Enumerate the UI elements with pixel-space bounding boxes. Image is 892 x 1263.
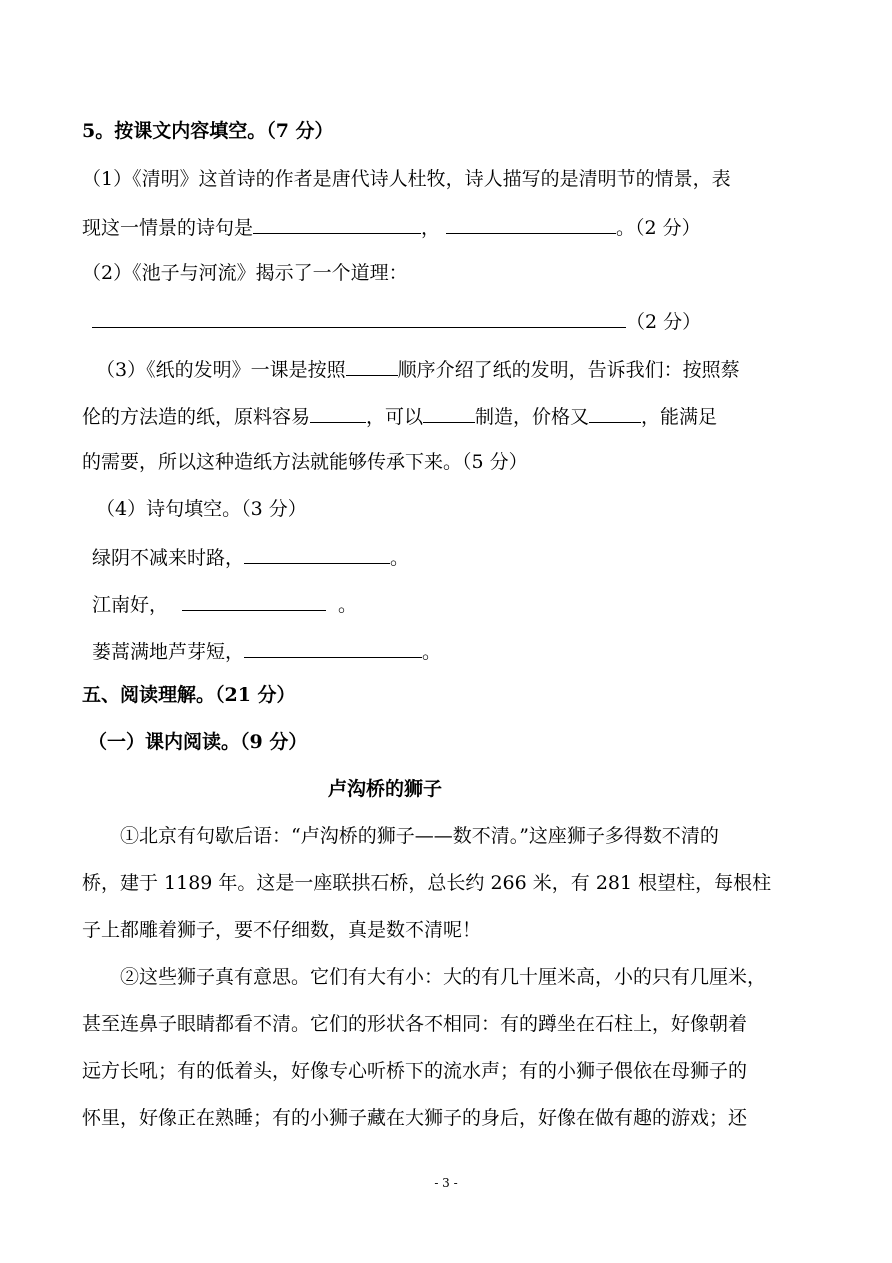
reading-title: 卢沟桥的狮子 bbox=[327, 778, 442, 800]
q5-part2-line1: （2）《池子与河流》揭示了一个道理： bbox=[82, 262, 408, 284]
poem-line-1-end: 。 bbox=[390, 547, 410, 569]
para-2-line: ②这些狮子真有意思。它们有大有小：大的有几十厘米高，小的只有几厘米， bbox=[120, 966, 767, 988]
para-2-line: 甚至连鼻子眼睛都看不清。它们的形状各不相同：有的蹲坐在石柱上，好像朝着 bbox=[82, 1013, 748, 1035]
poem-line-3-text: 蒌蒿满地芦芽短， bbox=[92, 641, 245, 663]
para-1-line: 子上都雕着狮子，要不仔细数，真是数不清呢！ bbox=[82, 919, 482, 941]
para-2-line: 远方长吼；有的低着头，好像专心听桥下的流水声；有的小狮子偎依在母狮子的 bbox=[82, 1060, 748, 1082]
q5-part1-line2 bbox=[82, 213, 701, 241]
q5-part1-text-c: 。（2 分） bbox=[616, 217, 701, 239]
answer-blank[interactable] bbox=[346, 355, 398, 376]
question-5-heading: 5。按课文内容填空。（7 分） bbox=[82, 120, 334, 142]
q5-part3-text-b: 顺序介绍了纸的发明，告诉我们：按照蔡 bbox=[397, 359, 740, 381]
q5-part1-text-a: 现这一情景的诗句是 bbox=[82, 217, 254, 239]
q5-part3-line3: 的需要，所以这种造纸方法就能够传承下来。（5 分） bbox=[82, 451, 528, 473]
q5-part3-text-a: （3）《纸的发明》一课是按照 bbox=[96, 359, 346, 381]
answer-blank[interactable] bbox=[253, 213, 421, 234]
q5-part3-text-c: 伦的方法造的纸，原料容易 bbox=[82, 406, 311, 428]
q5-part1-line1: （1）《清明》这首诗的作者是唐代诗人杜牧，诗人描写的是清明节的情景，表 bbox=[82, 168, 731, 190]
poem-line-1-text: 绿阴不减来时路， bbox=[92, 547, 245, 569]
section-5-sub-1: （一）课内阅读。（9 分） bbox=[88, 731, 308, 753]
poem-line-2-end: 。 bbox=[338, 594, 358, 616]
q5-part3-text-d: ，可以 bbox=[366, 406, 424, 428]
q5-part3-text-f: ，能满足 bbox=[641, 406, 718, 428]
para-1-line: ①北京有句歇后语：“卢沟桥的狮子——数不清。”这座狮子多得数不清的 bbox=[120, 825, 719, 847]
q5-part3-text-e: 制造，价格又 bbox=[475, 406, 590, 428]
poem-line-2 bbox=[92, 590, 357, 618]
answer-blank[interactable] bbox=[423, 402, 475, 423]
para-2-line: 怀里，好像正在熟睡；有的小狮子藏在大狮子的身后，好像在做有趣的游戏；还 bbox=[82, 1107, 748, 1129]
poem-line-3 bbox=[92, 637, 441, 665]
q5-part2-points: （2 分） bbox=[626, 311, 702, 333]
q5-part2-line2 bbox=[92, 307, 701, 335]
para-1-line: 桥，建于 1189 年。这是一座联拱石桥，总长约 266 米，有 281 根望柱，每根柱 bbox=[82, 872, 772, 894]
poem-line-1 bbox=[92, 543, 409, 571]
q5-part4-line1: （4）诗句填空。（3 分） bbox=[96, 498, 307, 520]
answer-blank[interactable] bbox=[244, 543, 390, 564]
poem-line-3-end: 。 bbox=[422, 641, 442, 663]
answer-blank[interactable] bbox=[446, 213, 616, 234]
answer-blank[interactable] bbox=[182, 590, 326, 611]
answer-blank[interactable] bbox=[310, 402, 366, 423]
page-number: - 3 - bbox=[434, 1176, 458, 1190]
q5-part3-line1 bbox=[96, 355, 740, 383]
q5-part1-text-b: ， bbox=[421, 217, 441, 239]
section-5-heading: 五、阅读理解。（21 分） bbox=[82, 684, 296, 706]
answer-blank[interactable] bbox=[92, 307, 626, 328]
q5-part3-line2 bbox=[82, 402, 717, 430]
answer-blank[interactable] bbox=[589, 402, 641, 423]
answer-blank[interactable] bbox=[244, 637, 422, 658]
poem-line-2-text: 江南好， bbox=[92, 594, 169, 616]
